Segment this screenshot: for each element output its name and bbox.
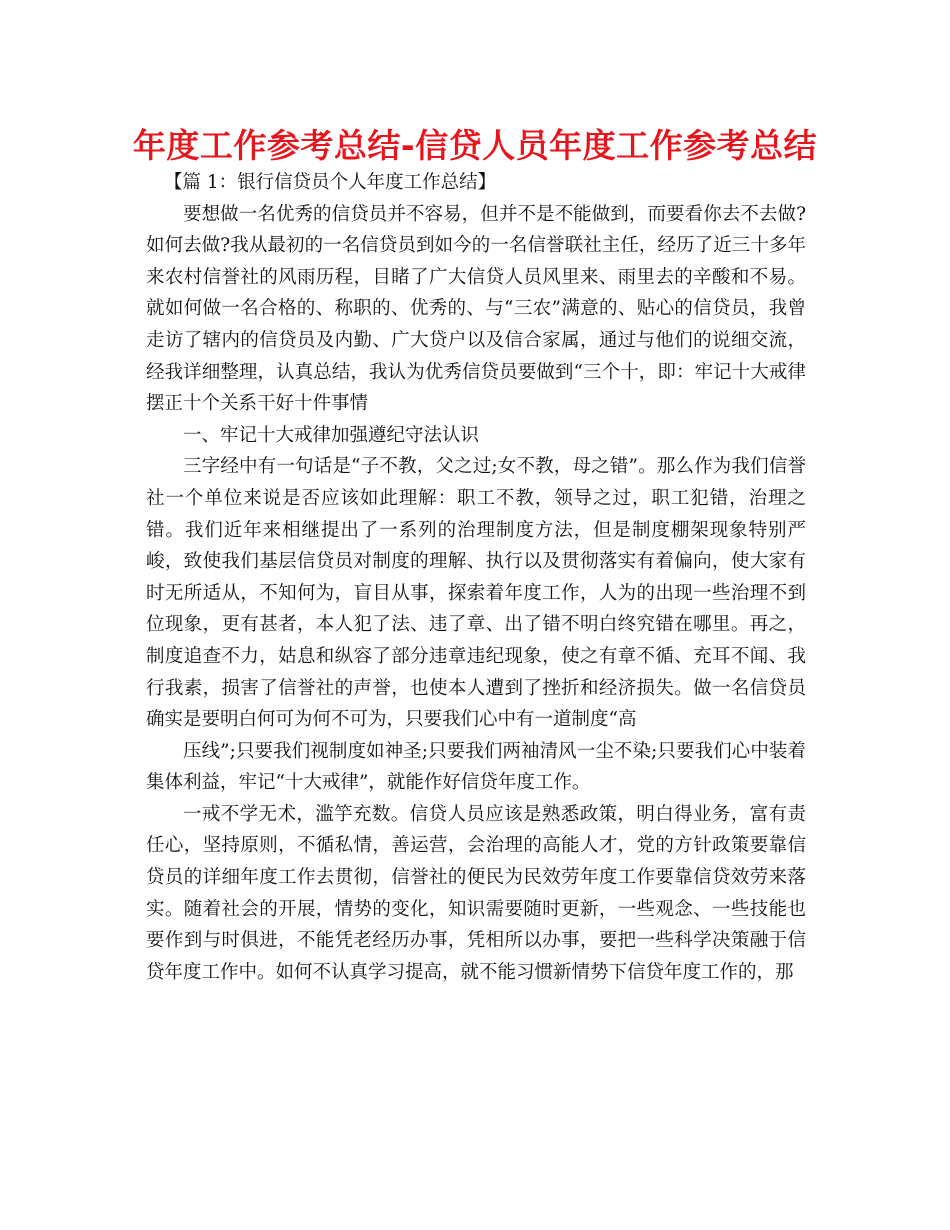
section-heading: 【篇 1：银行信贷员个人年度工作总结】	[164, 172, 497, 193]
document-body	[146, 167, 806, 988]
sub-heading: 一、牢记十大戒律加强遵纪守法认识	[183, 424, 480, 446]
body-paragraph: 三字经中有一句话是“子不教，父之过;女不教，母之错”。那么作为我们信誉社一个单位来说是否应该如此理解：职工不教，领导之过，职工犯错，治理之错。我们近年来相继提出了一系列的治理制度方法，但是制度棚架现象特别严峻，致使我们基层信贷员对制度的理解、执行以及贯彻落实有着偏向，使大家有时无所适从，不知何为，盲目从事，探索着年度工作，人为的出现一些治理不到位现象，更有甚者，本人犯了法、违了章、出了错不明白终究错在哪里。再之，制度追查不力，姑息和纵容了部分违章违纪现象，使之有章不循、充耳不闻、我行我素，损害了信誉社的声誉，也使本人遭到了挫折和经济损失。做一名信贷员确实是要明白何可为何不可为，只要我们心中有一道制度“高	[146, 456, 806, 731]
body-paragraph: 要想做一名优秀的信贷员并不容易，但并不是不能做到，而要看你去不去做?如何去做?我从最初的一名信贷员到如今的一名信誉联社主任，经历了近三十多年来农村信誉社的风雨历程，目睹了广大信贷人员风里来、雨里去的辛酸和不易。就如何做一名合格的、称职的、优秀的、与“三农”满意的、贴心的信贷员，我曾走访了辖内的信贷员及内勤、广大贷户以及信合家属，通过与他们的说细交流，经我详细整理，认真总结，我认为优秀信贷员要做到“三个十，即：牢记十大戒律摆正十个关系干好十件事情	[146, 203, 806, 415]
body-paragraph: 一戒不学无术，滥竽充数。信贷人员应该是熟悉政策，明白得业务，富有责任心，坚持原则，不循私情，善运营，会治理的高能人才，党的方针政策要靠信贷员的详细年度工作去贯彻，信誉社的便民为民效劳年度工作要靠信贷效劳来落实。随着社会的开展，情势的变化，知识需要随时更新，一些观念、一些技能也要作到与时俱进，不能凭老经历办事，凭相所以办事，要把一些科学决策融于信贷年度工作中。如何不认真学习提高，就不能习惯新情势下信贷年度工作的，那	[146, 803, 806, 983]
body-paragraph: 压线”;只要我们视制度如神圣;只要我们两袖清风一尘不染;只要我们心中装着集体利益，牢记“十大戒律”，就能作好信贷年度工作。	[146, 740, 806, 794]
document-title: 年度工作参考总结-信贷人员年度工作参考总结	[132, 126, 818, 165]
